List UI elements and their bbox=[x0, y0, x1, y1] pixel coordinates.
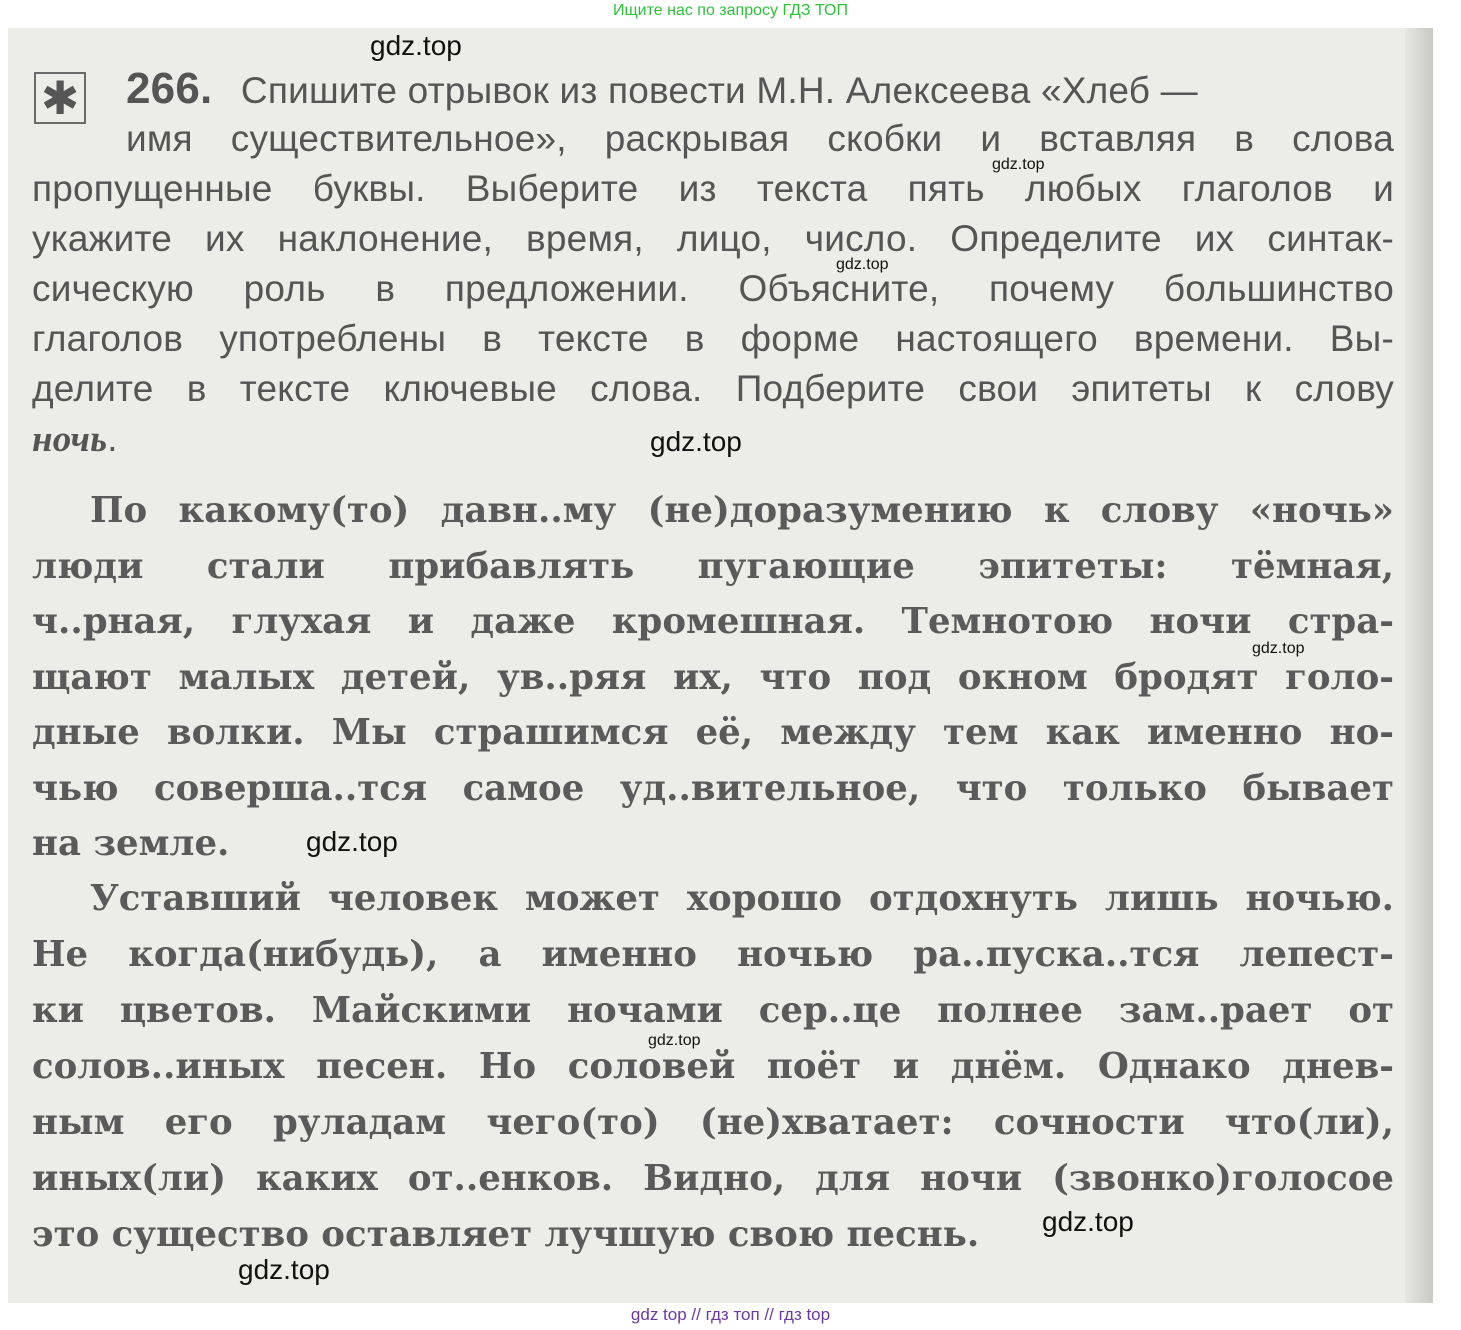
page-edge-shadow bbox=[1405, 28, 1433, 1303]
passage-line-12: ным его руладам чего(то) (не)хватает: сочности что(ли), bbox=[32, 1102, 1394, 1143]
watermark: gdz.top bbox=[648, 1032, 701, 1049]
watermark: gdz.top bbox=[992, 156, 1045, 173]
passage-line-13: иных(ли) каких от..енков. Видно, для ночи (звонко)голосое bbox=[32, 1158, 1394, 1199]
watermark: gdz.top bbox=[836, 256, 889, 273]
passage-line-1: По какому(то) давн..му (не)доразумению к слову «ночь» bbox=[90, 490, 1394, 531]
task-line-7: делите в тексте ключевые слова. Подберите свои эпитеты к слову bbox=[32, 368, 1394, 409]
passage-line-6: чью соверша..тся самое уд..вительное, что только бывает bbox=[32, 768, 1394, 809]
passage-line-10: ки цветов. Майскими ночами сер..це полнее зам..рает от bbox=[32, 990, 1394, 1031]
passage-line-2: люди стали прибавлять пугающие эпитеты: тёмная, bbox=[32, 546, 1394, 587]
task-line-6: глаголов употреблены в тексте в форме настоящего времени. Вы- bbox=[32, 318, 1394, 359]
watermark: gdz.top bbox=[306, 826, 398, 857]
passage-line-5: дные волки. Мы страшимся её, между тем как именно но- bbox=[32, 712, 1394, 753]
passage-line-7: на земле. bbox=[32, 823, 230, 864]
task-line-1-text: Спишите отрывок из повести М.Н. Алексеева «Хлеб — bbox=[240, 70, 1198, 111]
task-line-1 bbox=[126, 64, 1394, 114]
watermark: gdz.top bbox=[1252, 640, 1305, 657]
task-line-4: укажите их наклонение, время, лицо, число. Определите их синтак- bbox=[32, 218, 1394, 259]
passage-line-8: Уставший человек может хорошо отдохнуть лишь ночью. bbox=[90, 878, 1394, 919]
watermark: gdz.top bbox=[370, 30, 462, 61]
watermark: gdz.top bbox=[238, 1254, 330, 1285]
task-italic-word: ночь bbox=[32, 419, 108, 460]
passage-line-3: ч..рная, глухая и даже кромешная. Темнотою ночи стра- bbox=[32, 601, 1394, 642]
passage-line-14: это существо оставляет лучшую свою песнь. bbox=[32, 1214, 980, 1255]
task-number: 266. bbox=[126, 64, 213, 113]
header-banner: Ищите нас по запросу ГДЗ ТОП bbox=[613, 2, 848, 19]
footer-banner: gdz top // гдз топ // гдз top bbox=[630, 1305, 831, 1324]
watermark: gdz.top bbox=[650, 426, 742, 457]
task-line-8 bbox=[32, 418, 118, 461]
passage-line-4: щают малых детей, ув..ряя их, что под окном бродят голо- bbox=[32, 657, 1394, 698]
star-marker-icon: ✱ bbox=[34, 72, 86, 124]
task-line-5: сическую роль в предложении. Объясните, почему большинство bbox=[32, 268, 1394, 309]
passage-line-11: солов..иных песен. Но соловей поёт и днём. Однако днев- bbox=[32, 1046, 1394, 1087]
watermark: gdz.top bbox=[1042, 1206, 1134, 1237]
passage-line-9: Не когда(нибудь), а именно ночью ра..пуска..тся лепест- bbox=[32, 934, 1394, 975]
task-final-punct: . bbox=[107, 418, 118, 459]
task-line-3: пропущенные буквы. Выберите из текста пять любых глаголов и bbox=[32, 168, 1394, 209]
task-line-2: имя существительное», раскрывая скобки и вставляя в слова bbox=[126, 118, 1394, 159]
